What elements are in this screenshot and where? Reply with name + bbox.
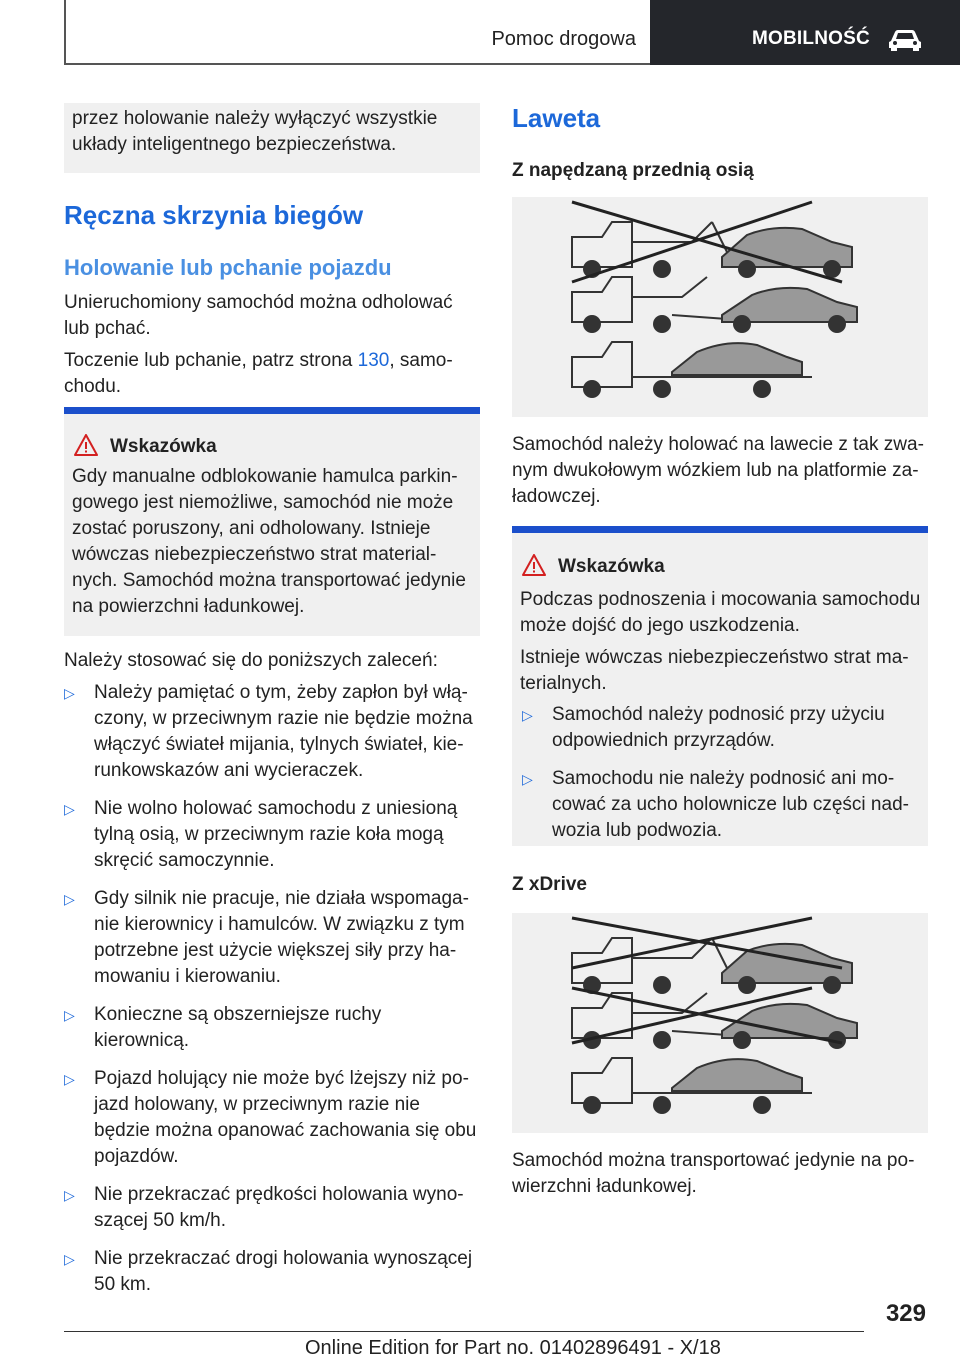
list-item-text: Nie przekraczać drogi holowania wynoszącej 50 km. (94, 1248, 473, 1295)
subsection-heading: Holowanie lub pchanie pojazdu (64, 255, 392, 280)
list-item (522, 766, 918, 844)
page-reference-link[interactable]: 130 (357, 350, 390, 371)
towing-illustration-xdrive (512, 913, 928, 1133)
list-item-text: Należy pamiętać o tym, żeby zapłon był włączony, w przeciwnym razie nie będzie można włączyć świateł mijania, tylnych świateł, kierunkowskazów ani wycieraczek. (94, 682, 473, 781)
list-bullet-icon: ▷ (64, 1187, 75, 1203)
warning-title-right: Wskazówka (558, 556, 665, 577)
list-bullet-icon: ▷ (522, 707, 533, 723)
flatbed-caption: Samochód należy holować na lawecie z tak zwanym dwukołowym wózkiem lub na platformie załadowczej. (512, 434, 924, 507)
paragraph-rolling (64, 348, 474, 400)
list-bullet-icon: ▷ (64, 1251, 75, 1267)
paragraph-rolling-tail: , samochodu. (64, 350, 453, 397)
flatbed-heading: Laweta (512, 103, 601, 133)
header-section-title: Pomoc drogowa (491, 28, 636, 50)
list-bullet-icon: ▷ (64, 891, 75, 907)
list-item (64, 1002, 480, 1054)
warning-triangle-icon (74, 434, 98, 456)
list-item-text: Nie przekraczać prędkości holowania wynoszącej 50 km/h. (94, 1184, 464, 1231)
list-bullet-icon: ▷ (522, 771, 533, 787)
list-intro: Należy stosować się do poniższych zaleceń: (64, 650, 438, 671)
xdrive-subheading: Z xDrive (512, 874, 587, 895)
warning-text-right-2: Istnieje wówczas niebezpieczeństwo strat materialnych. (520, 647, 909, 694)
list-item-text: Nie wolno holować samochodu z uniesioną tylną osią, w przeciwnym razie koła mogą skręcić samoczynnie. (94, 798, 458, 871)
list-item (64, 886, 480, 990)
list-item-text: Pojazd holujący nie może być lżejszy niż pojazd holowany, w przeciwnym razie nie będzie można opanować zachowania się obu pojazdów. (94, 1068, 477, 1167)
xdrive-caption: Samochód można transportować jedynie na powierzchni ładunkowej. (512, 1150, 915, 1197)
warning-title: Wskazówka (110, 436, 217, 457)
warning-bar-right (512, 526, 928, 533)
header-rule-left (64, 0, 66, 65)
list-bullet-icon: ▷ (64, 801, 75, 817)
list-item-text: Konieczne są obszerniejsze ruchy kierownicą. (94, 1004, 382, 1051)
warning-text-right-1: Podczas podnoszenia i mocowania samochodu może dojść do jego uszkodzenia. (520, 589, 921, 636)
car-icon (888, 29, 922, 51)
header-chapter-label: MOBILNOŚĆ (752, 28, 870, 49)
section-heading: Ręczna skrzynia biegów (64, 200, 364, 230)
list-bullet-icon: ▷ (64, 1071, 75, 1087)
list-item (64, 1066, 480, 1170)
footer-rule (64, 1331, 864, 1332)
list-item (64, 1246, 480, 1298)
list-bullet-icon: ▷ (64, 1007, 75, 1023)
list-item-text: Samochód należy podnosić przy użyciu odpowiednich przyrządów. (552, 704, 885, 751)
header-rule-bottom (64, 63, 650, 65)
towing-illustration-fwd (512, 197, 928, 417)
towing-rules-list (64, 680, 480, 1310)
list-item (64, 1182, 480, 1234)
list-item (64, 680, 480, 784)
page-number: 329 (885, 1300, 926, 1327)
warning-bar (64, 407, 480, 414)
paragraph-immobilized: Unieruchomiony samochód można odholować lub pchać. (64, 292, 453, 339)
list-item (64, 796, 480, 874)
list-item-text: Gdy silnik nie pracuje, nie działa wspomaganie kierownicy i hamulców. W związku z tym potrzebne jest użycie większej siły przy hamowaniu i kierowaniu. (94, 888, 469, 987)
paragraph-rolling-text: Toczenie lub pchanie, patrz strona (64, 350, 358, 371)
fwd-subheading: Z napędzaną przednią osią (512, 160, 754, 181)
warning-triangle-icon (522, 554, 546, 576)
list-item (522, 702, 918, 754)
list-item-text: Samochodu nie należy podnosić ani mocować za ucho holownicze lub części nadwozia lub podwozia. (552, 768, 909, 841)
lifting-rules-list (522, 702, 918, 856)
towing-diagram-xdrive (512, 913, 928, 1133)
warning-text: Gdy manualne odblokowanie hamulca parkingowego jest niemożliwe, samochód nie może zostać poruszony, ani odholowany. Istnieje wówczas niebezpieczeństwo strat materialnych. Samochód można transportować jedynie na powierzchni ładunkowej. (72, 466, 466, 617)
intro-text: przez holowanie należy wyłączyć wszystkie układy inteligentnego bezpieczeństwa. (72, 108, 438, 155)
footer-edition: Online Edition for Part no. 01402896491 - X/18 (305, 1337, 721, 1359)
list-bullet-icon: ▷ (64, 685, 75, 701)
towing-diagram-fwd (512, 197, 928, 417)
